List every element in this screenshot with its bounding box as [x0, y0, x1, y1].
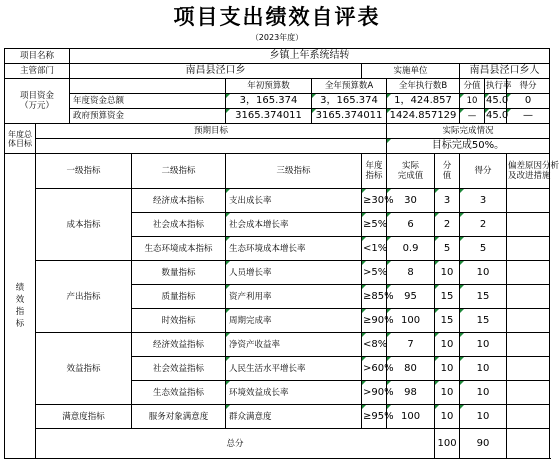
annual-goals-label: 年度总体目标 — [5, 124, 36, 154]
expected-goal-text — [36, 139, 387, 154]
level3-indicator: 净资产收益率 — [226, 333, 362, 357]
score-value: 10 — [435, 405, 460, 429]
funds-score-value: 10 — [460, 94, 485, 109]
total-score: 90 — [460, 429, 507, 459]
funds-header-full: 全年预算数A — [312, 79, 387, 94]
actual-header: 实际 完成值 — [387, 154, 435, 189]
funds-header-rate: 执行率 — [485, 79, 507, 94]
funds-row-name: 政府预算资金 — [70, 109, 226, 124]
indicator-row — [5, 189, 550, 213]
score-value: 10 — [435, 357, 460, 381]
actual-value: 100 — [387, 405, 435, 429]
level2-indicator: 生态环境成本指标 — [132, 237, 226, 261]
score: 15 — [460, 309, 507, 333]
target-value: >5% — [362, 261, 387, 285]
level3-indicator: 人员增长率 — [226, 261, 362, 285]
score: 3 — [460, 189, 507, 213]
score: 10 — [460, 381, 507, 405]
reason-cell — [507, 381, 550, 405]
actual-value: 100 — [387, 309, 435, 333]
level2-indicator: 质量指标 — [132, 285, 226, 309]
actual-value: 80 — [387, 357, 435, 381]
score-value: 15 — [435, 309, 460, 333]
actual-value: 8 — [387, 261, 435, 285]
level2-indicator: 经济效益指标 — [132, 333, 226, 357]
funds-header-score: 得分 — [507, 79, 550, 94]
target-value: ≥5% — [362, 213, 387, 237]
funds-row — [5, 109, 550, 124]
level3-indicator: 生态环境成本增长率 — [226, 237, 362, 261]
score: 15 — [460, 285, 507, 309]
level2-indicator: 数量指标 — [132, 261, 226, 285]
funds-row — [5, 94, 550, 109]
funds-executed-value: 1，424.857 — [387, 94, 460, 109]
level3-header: 三级指标 — [226, 154, 362, 189]
goals-content-row — [5, 139, 550, 154]
level2-indicator: 社会效益指标 — [132, 357, 226, 381]
actual-value: 7 — [387, 333, 435, 357]
score-value: 10 — [435, 333, 460, 357]
funds-executed-value: 1424.857129 — [387, 109, 460, 124]
funds-score-value: — — [460, 109, 485, 124]
report-title: 项目支出绩效自评表 — [173, 5, 381, 29]
funds-rate: 45.0 — [485, 109, 507, 124]
score: 10 — [460, 333, 507, 357]
reason-cell — [507, 285, 550, 309]
level3-indicator: 社会成本增长率 — [226, 213, 362, 237]
total-row — [5, 429, 550, 459]
funds-label: 项目资金 （万元） — [5, 79, 70, 124]
funds-rate: 45.0 — [485, 94, 507, 109]
level3-indicator: 人民生活水平增长率 — [226, 357, 362, 381]
total-reason-cell — [507, 429, 550, 459]
reason-cell — [507, 309, 550, 333]
department-label: 主管部门 — [5, 64, 70, 79]
project-name-label: 项目名称 — [5, 49, 70, 64]
target-value: <1% — [362, 237, 387, 261]
actual-value: 6 — [387, 213, 435, 237]
level3-indicator: 环境效益成长率 — [226, 381, 362, 405]
target-value: ≥95% — [362, 405, 387, 429]
score: 5 — [460, 237, 507, 261]
target-header: 年度 指标 — [362, 154, 387, 189]
score-value: 5 — [435, 237, 460, 261]
funds-header-executed: 全年执行数B — [387, 79, 460, 94]
funds-score: — — [507, 109, 550, 124]
funds-full-value: 3165.374011 — [312, 109, 387, 124]
funds-full-value: 3，165.374 — [312, 94, 387, 109]
level2-indicator: 生态效益指标 — [132, 381, 226, 405]
score: 10 — [460, 405, 507, 429]
actual-value: 95 — [387, 285, 435, 309]
actual-value: 98 — [387, 381, 435, 405]
reason-cell — [507, 333, 550, 357]
funds-header-initial: 年初预算数 — [226, 79, 312, 94]
reason-cell — [507, 357, 550, 381]
funds-row-name: 年度资金总额 — [70, 94, 226, 109]
target-value: ≥90% — [362, 309, 387, 333]
goals-header-row — [5, 124, 550, 139]
reason-cell — [507, 213, 550, 237]
funds-initial-value: 3，165.374 — [226, 94, 312, 109]
score-value: 10 — [435, 381, 460, 405]
target-value: ≥30% — [362, 189, 387, 213]
level2-indicator: 经济成本指标 — [132, 189, 226, 213]
level2-indicator: 时效指标 — [132, 309, 226, 333]
level2-header: 二级指标 — [132, 154, 226, 189]
level1-satisfaction: 满意度指标 — [36, 405, 132, 429]
score-value-header: 分 值 — [435, 154, 460, 189]
indicator-header-row — [5, 154, 550, 189]
level1-cost: 成本指标 — [36, 189, 132, 261]
level3-indicator: 资产利用率 — [226, 285, 362, 309]
report-year: （2023年度） — [250, 33, 304, 42]
level3-indicator: 周期完成率 — [226, 309, 362, 333]
target-value: >60% — [362, 357, 387, 381]
actual-value: 0.9 — [387, 237, 435, 261]
actual-value: 30 — [387, 189, 435, 213]
target-value: <8% — [362, 333, 387, 357]
reason-cell — [507, 237, 550, 261]
performance-table — [4, 48, 559, 459]
target-value: >90% — [362, 381, 387, 405]
score: 10 — [460, 261, 507, 285]
expected-goal-label: 预期目标 — [36, 124, 387, 139]
funds-header-score-value: 分值 — [460, 79, 485, 94]
score: 2 — [460, 213, 507, 237]
total-label: 总分 — [36, 429, 435, 459]
reason-cell — [507, 189, 550, 213]
funds-header-row — [5, 79, 550, 94]
implementing-unit-label: 实施单位 — [362, 64, 460, 79]
level3-indicator: 群众满意度 — [226, 405, 362, 429]
funds-header-blank — [70, 79, 226, 94]
score-value: 10 — [435, 261, 460, 285]
score-value: 15 — [435, 285, 460, 309]
indicator-row — [5, 405, 550, 429]
project-name-value: 乡镇上年系统结转 — [70, 49, 550, 64]
score-header: 得分 — [460, 154, 507, 189]
funds-score: 0 — [507, 94, 550, 109]
reason-cell — [507, 405, 550, 429]
level2-indicator: 服务对象满意度 — [132, 405, 226, 429]
score-value: 2 — [435, 213, 460, 237]
score: 10 — [460, 357, 507, 381]
funds-initial-value: 3165.374011 — [226, 109, 312, 124]
reason-cell — [507, 261, 550, 285]
department-value: 南昌县泾口乡 — [70, 64, 362, 79]
level1-benefit: 效益指标 — [36, 333, 132, 405]
total-score-value: 100 — [435, 429, 460, 459]
indicator-row — [5, 333, 550, 357]
department-row — [5, 64, 550, 79]
score-value: 3 — [435, 189, 460, 213]
project-name-row — [5, 49, 550, 64]
level1-header: 一级指标 — [36, 154, 132, 189]
level1-output: 产出指标 — [36, 261, 132, 333]
reason-header: 偏差原因分析 及改进措施 — [507, 154, 550, 189]
actual-completion-text: 目标完成50%。 — [387, 139, 550, 154]
implementing-unit-value: 南昌县泾口乡人 — [460, 64, 550, 79]
actual-completion-label: 实际完成情况 — [387, 124, 550, 139]
performance-indicators-label: 绩效指标 — [5, 154, 36, 459]
level2-indicator: 社会成本指标 — [132, 213, 226, 237]
indicator-row — [5, 261, 550, 285]
level3-indicator: 支出成长率 — [226, 189, 362, 213]
target-value: ≥85% — [362, 285, 387, 309]
